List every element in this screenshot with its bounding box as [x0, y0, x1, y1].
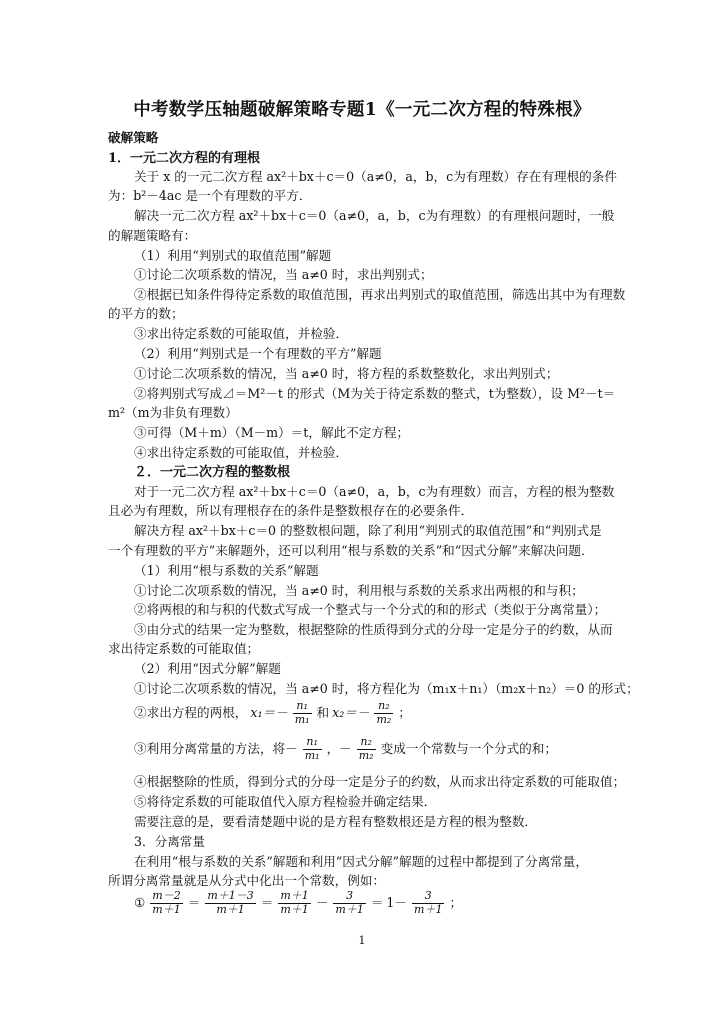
- paragraph-line: （1）利用“根与系数的关系”解题: [134, 563, 319, 578]
- paragraph-line: 一个有理数的平方”来解题外，还可以利用“根与系数的关系”和“因式分解”来解决问题．: [108, 543, 594, 558]
- fraction-denominator: m＋1: [280, 902, 309, 916]
- equals-sign: ＝: [260, 894, 274, 910]
- fraction-numerator: n₂: [374, 700, 393, 714]
- paragraph-line: （2）利用“判别式是一个有理数的平方”解题: [134, 346, 382, 361]
- equals-sign: ＝: [187, 894, 201, 910]
- page-number: 1: [358, 934, 366, 947]
- subsection-heading-separate-constant: 3．分离常量: [134, 834, 205, 849]
- roots-intro-text: ②求出方程的两根，: [134, 704, 248, 720]
- paragraph-line: ③求出待定系数的可能取值，并检验．: [134, 326, 349, 341]
- fraction-n1-over-m1: [293, 700, 312, 726]
- one-minus-text: 1－: [386, 894, 408, 910]
- subsection-heading-rational-roots: 1．一元二次方程的有理根: [108, 151, 261, 166]
- paragraph-line: （1）利用“判别式的取值范围”解题: [134, 248, 332, 263]
- separate-intro-text: ③利用分离常量的方法，将－: [134, 740, 298, 756]
- paragraph-line: ④求出待定系数的可能取值，并检验．: [134, 445, 349, 460]
- fraction-denominator: m＋1: [152, 902, 181, 916]
- paragraph-line: ②将两根的和与积的代数式写成一个整式与一个分式的和的形式（类似于分离常量）；: [134, 602, 607, 617]
- separator-text: ，－: [326, 740, 352, 756]
- paragraph-line: ④根据整除的性质，得到分式的分母一定是分子的约数，从而求出待定系数的可能取值；: [134, 774, 626, 789]
- root-x1-label: x₁＝－: [250, 704, 288, 720]
- separate-end-text: 变成一个常数与一个分式的和；: [380, 740, 557, 756]
- paragraph-line: ①讨论二次项系数的情况，当 a≠0 时，将方程的系数整数化，求出判别式；: [134, 366, 559, 381]
- fraction-numerator: m＋1－3: [207, 889, 254, 902]
- paragraph-line: （2）利用“因式分解”解题: [134, 661, 281, 676]
- fraction-numerator: m＋1: [280, 889, 309, 902]
- fraction-numerator: n₁: [303, 736, 322, 750]
- paragraph-line: 为：b²－4ac 是一个有理数的平方．: [108, 188, 312, 203]
- fraction-numerator: n₁: [293, 700, 312, 714]
- paragraph-line: ①讨论二次项系数的情况，当 a≠0 时，将方程化为（m₁x＋n₁）（m₂x＋n₂）＝0 的形式；: [134, 681, 639, 696]
- paragraph-line: ③由分式的结果一定为整数，根据整除的性质得到分式的分母一定是分子的约数，从而: [134, 622, 613, 637]
- roots-formula-line: [134, 700, 411, 726]
- section-heading: 破解策略: [108, 130, 159, 145]
- paragraph-line: 解决一元二次方程 ax²＋bx＋c＝0（a≠0，a，b，c为有理数）的有理根问题时，一般: [134, 208, 615, 223]
- line-end-punct: ；: [449, 894, 463, 910]
- paragraph-line: ③可得（M＋m）（M－m）＝t，解此不定方程；: [134, 425, 410, 440]
- fraction-numerator: m－2: [152, 889, 181, 902]
- paragraph-line: ②根据已知条件得待定系数的取值范围，再求出判别式的取值范围，筛选出其中为有理数: [134, 287, 626, 302]
- fraction-denominator: m＋1: [335, 902, 364, 916]
- paragraph-line: 解决方程 ax²＋bx＋c＝0 的整数根问题，除了利用“判别式的取值范围”和“判别式是: [134, 523, 602, 538]
- equals-sign: ＝: [370, 894, 384, 910]
- example-equation: [134, 890, 462, 916]
- paragraph-line: 关于 x 的一元二次方程 ax²＋bx＋c＝0（a≠0，a，b，c为有理数）存在有理根的条件: [134, 169, 617, 184]
- fraction: [412, 890, 444, 916]
- fraction-numerator: 3: [412, 890, 444, 904]
- line-end-punct: ；: [398, 704, 411, 720]
- fraction-denominator: m₂: [376, 712, 392, 726]
- fraction-numerator: 3: [333, 890, 365, 904]
- paragraph-line: m²（m为非负有理数）: [108, 405, 238, 420]
- fraction-denominator: m₂: [358, 748, 374, 762]
- example-marker: ①: [134, 894, 146, 910]
- paragraph-line: 需要注意的是，要看清楚题中说的是方程有整数根还是方程的根为整数．: [134, 814, 537, 829]
- minus-sign: －: [315, 894, 329, 910]
- subsection-heading-integer-roots: ２．一元二次方程的整数根: [134, 465, 291, 480]
- fraction-numerator: n₂: [357, 736, 376, 750]
- fraction: [150, 890, 182, 916]
- paragraph-line: 的解题策略有：: [108, 228, 197, 243]
- paragraph-line: 的平方的数；: [108, 306, 184, 321]
- paragraph-line: ⑤将待定系数的可能取值代入原方程检验并确定结果．: [134, 794, 437, 809]
- fraction-n1-over-m1: [303, 736, 322, 762]
- fraction-denominator: m₁: [294, 712, 310, 726]
- fraction-denominator: m＋1: [414, 902, 443, 916]
- fraction-n2-over-m2: [374, 700, 393, 726]
- fraction-denominator: m₁: [304, 748, 320, 762]
- paragraph-line: 在利用“根与系数的关系”解题和利用“因式分解”解题的过程中都提到了分离常量，: [134, 854, 588, 869]
- fraction: [278, 890, 310, 916]
- document-title: 中考数学压轴题破解策略专题1《一元二次方程的特殊根》: [133, 100, 591, 120]
- and-text: 和: [316, 704, 330, 720]
- paragraph-line: ①讨论二次项系数的情况，当 a≠0 时，利用根与系数的关系求出两根的和与积；: [134, 583, 584, 598]
- fraction: [333, 890, 365, 916]
- paragraph-line: 求出待定系数的可能取值；: [108, 641, 260, 656]
- paragraph-line: 所谓分离常量就是从分式中化出一个常数，例如：: [108, 873, 386, 888]
- paragraph-line: 对于一元二次方程 ax²＋bx＋c＝0（a≠0，a，b，c为有理数）而言，方程的根为整数: [134, 484, 615, 499]
- paragraph-line: 且必为有理数，所以有理根存在的条件是整数根存在的必要条件．: [108, 503, 474, 518]
- fraction-n2-over-m2: [357, 736, 376, 762]
- fraction-denominator: m＋1: [216, 902, 245, 916]
- root-x2-label: x₂＝－: [332, 704, 370, 720]
- fraction: [205, 890, 255, 916]
- paragraph-line: ②将判别式写成⊿＝M²－t 的形式（M为关于待定系数的整式，t为整数），设 M²－t＝: [134, 386, 616, 401]
- separate-constant-line: [134, 736, 557, 762]
- paragraph-line: ①讨论二次项系数的情况，当 a≠0 时，求出判别式；: [134, 267, 433, 282]
